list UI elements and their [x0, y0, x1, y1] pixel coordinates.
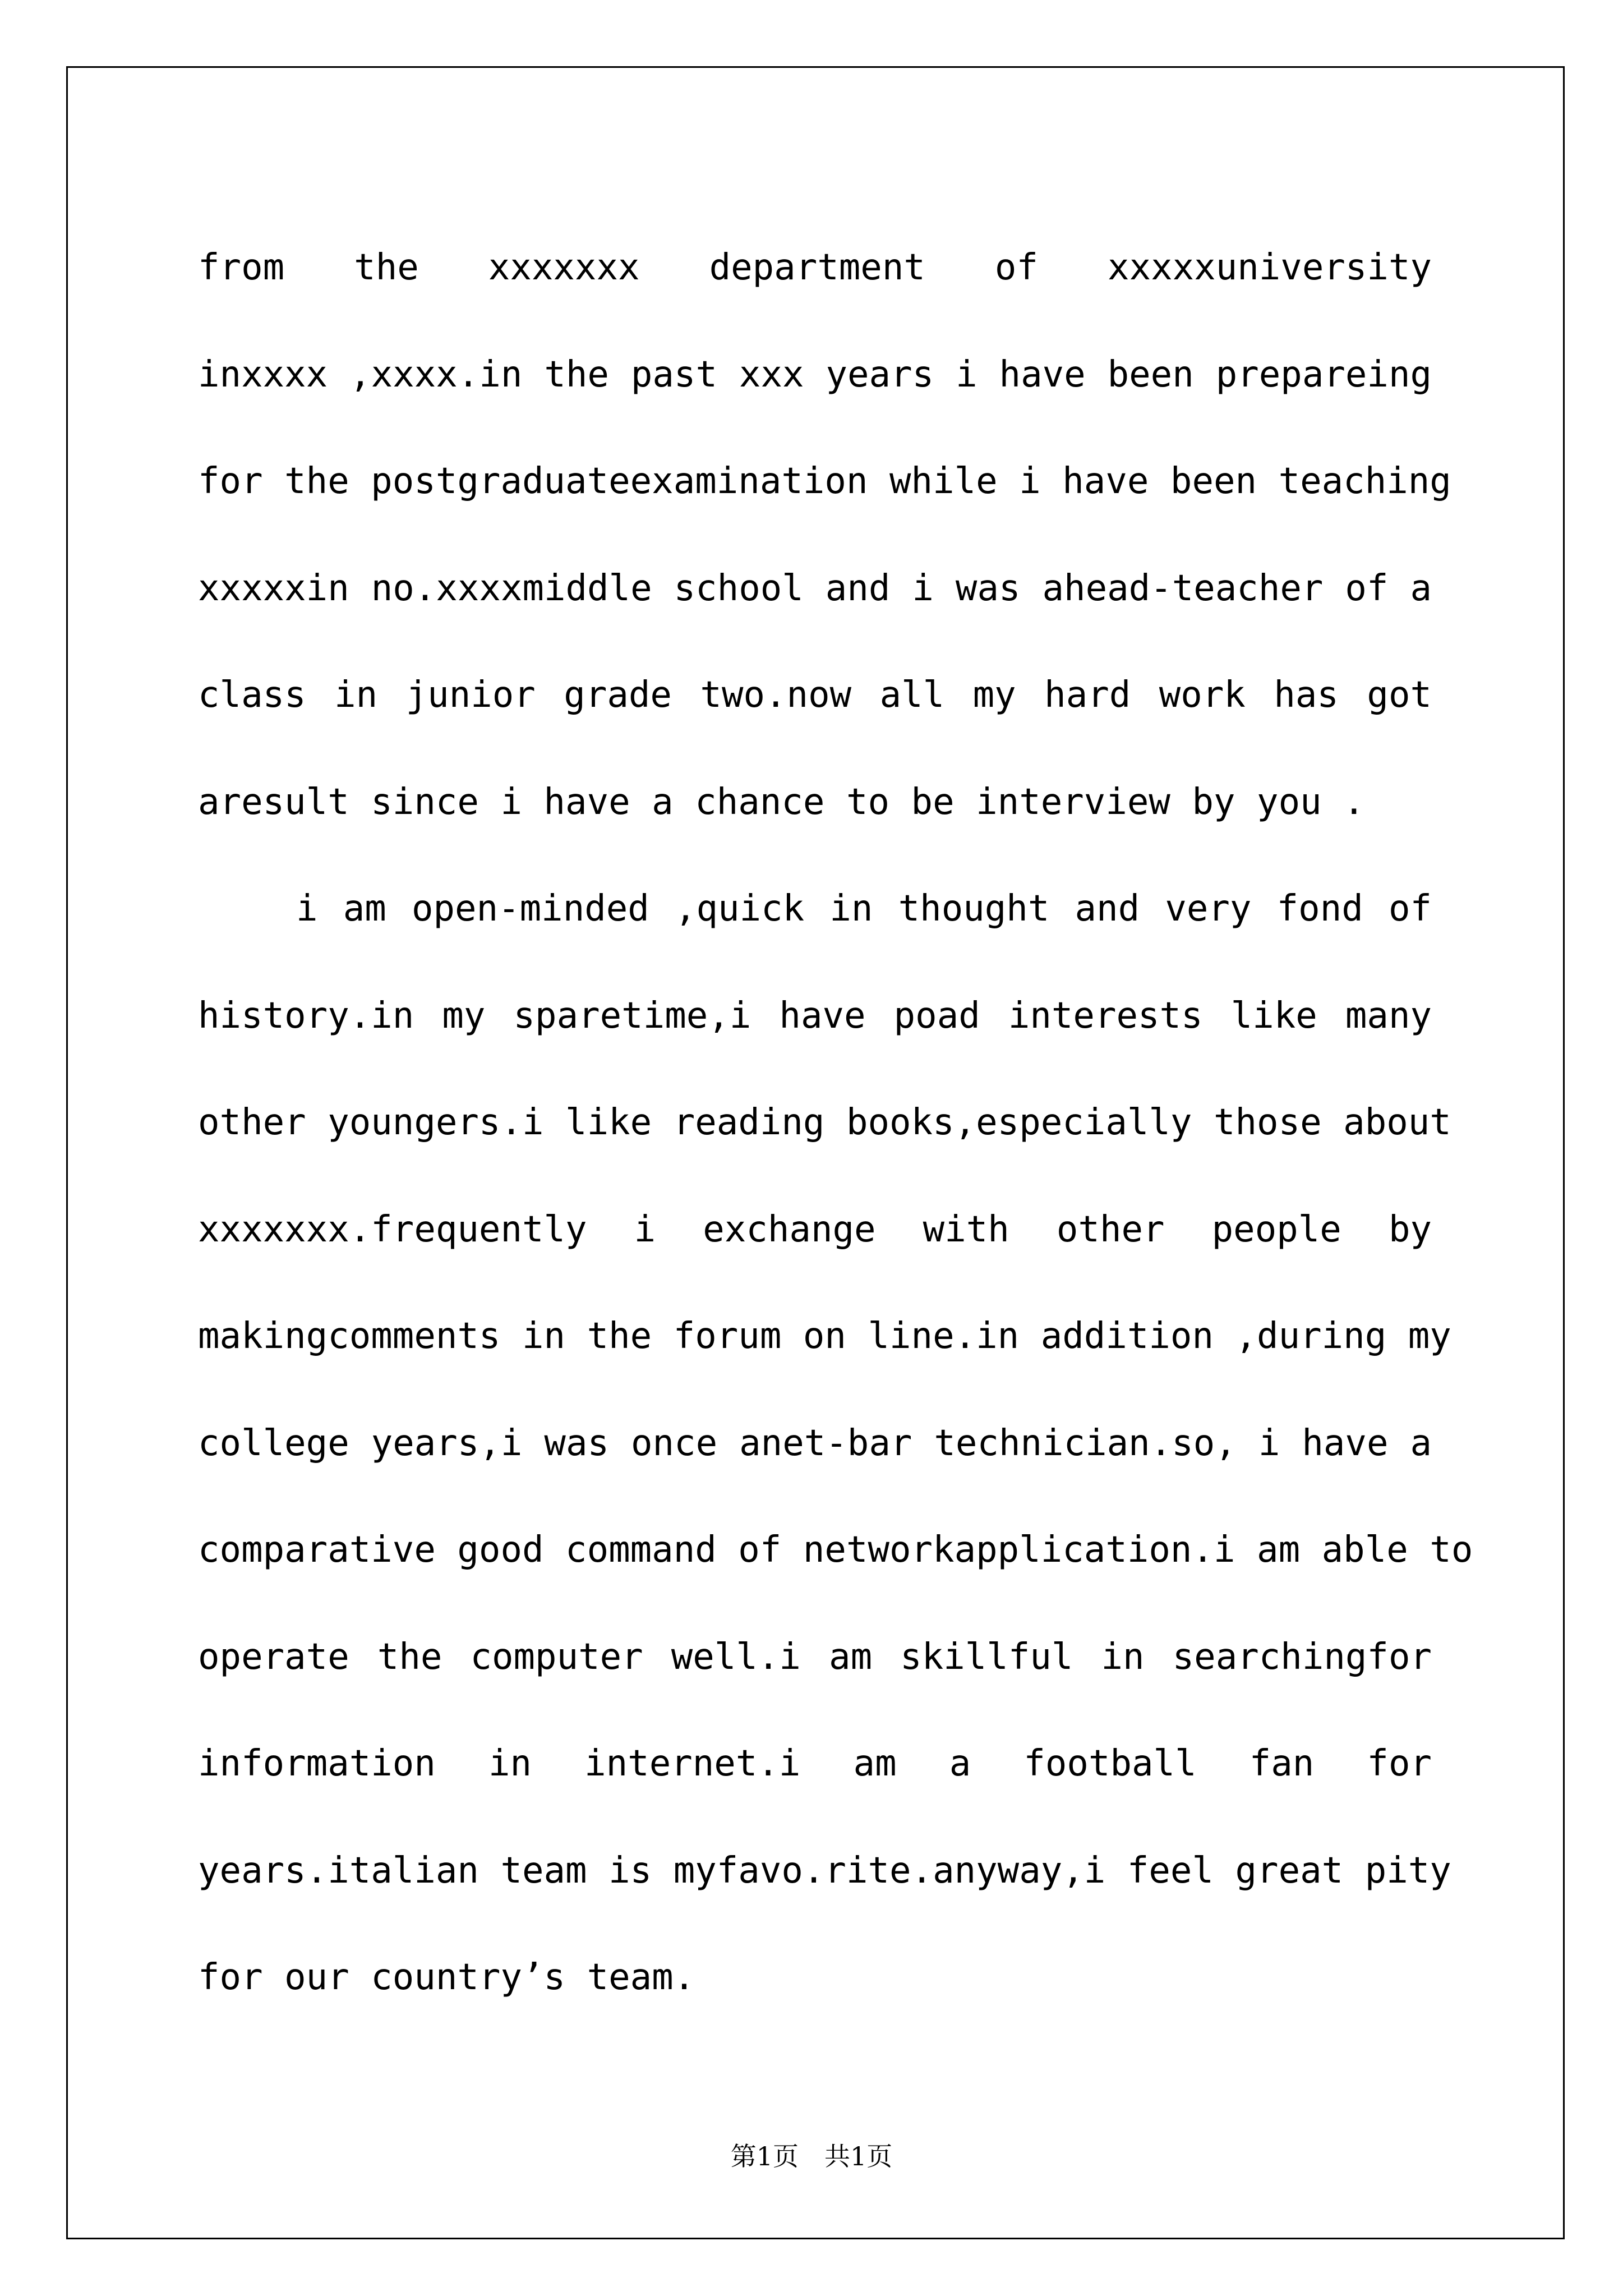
- text-line: comparative good command of networkapplication.i am able to: [198, 1529, 1473, 1571]
- text-line: college years,i was once anet-bar technician.so, i have a: [198, 1422, 1432, 1464]
- text-line: operate the computer well.i am skillful in searchingfor: [198, 1636, 1432, 1678]
- text-line: xxxxxin no.xxxxmiddle school and i was ahead-teacher of a: [198, 567, 1432, 609]
- text-line: history.in my sparetime,i have poad interests like many: [198, 995, 1432, 1037]
- text-line: from the xxxxxxx department of xxxxxuniversity: [198, 247, 1432, 288]
- text-line: for the postgraduateexamination while i have been teaching: [198, 461, 1451, 502]
- text-line: information in internet.i am a football fan for: [198, 1743, 1432, 1784]
- text-line: makingcomments in the forum on line.in addition ,during my: [198, 1315, 1451, 1357]
- text-line: inxxxx ,xxxx.in the past xxx years i have been prepareing: [198, 353, 1432, 395]
- text-line: other youngers.i like reading books,especially those about: [198, 1102, 1451, 1143]
- text-line: for our country’s team.: [198, 1957, 695, 1998]
- text-line: xxxxxxx.frequently i exchange with other people by: [198, 1208, 1432, 1250]
- text-line: years.italian team is myfavo.rite.anyway,i feel great pity: [198, 1849, 1451, 1892]
- text-line: aresult since i have a chance to be interview by you .: [198, 781, 1365, 823]
- text-line: i am open-minded ,quick in thought and very fond of: [296, 888, 1432, 930]
- page-number-footer: 第1页 共1页: [730, 2141, 893, 2171]
- text-line: class in junior grade two.now all my hard work has got: [198, 674, 1432, 716]
- document-body: [198, 214, 1473, 2031]
